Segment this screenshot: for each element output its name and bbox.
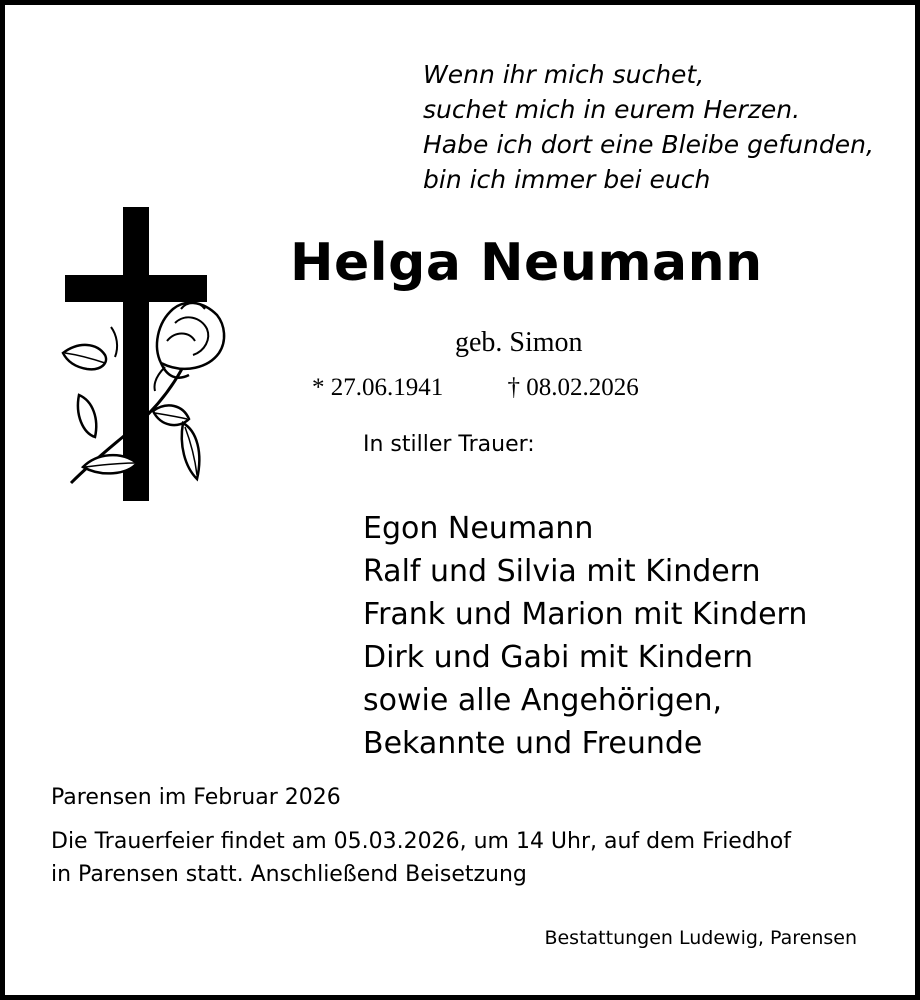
mourner-line: Egon Neumann — [363, 511, 594, 546]
poem-line: Habe ich dort eine Bleibe gefunden, — [423, 130, 874, 159]
mourner-line: Bekannte und Freunde — [363, 726, 703, 761]
funeral-notice — [51, 825, 791, 891]
maiden-name: geb. Simon — [455, 327, 583, 358]
poem-line: Wenn ihr mich suchet, — [423, 60, 705, 89]
notice-line: in Parensen statt. Anschließend Beisetzung — [51, 862, 527, 887]
undertaker: Bestattungen Ludewig, Parensen — [544, 927, 857, 949]
poem — [423, 57, 874, 197]
poem-line: bin ich immer bei euch — [423, 165, 711, 194]
mourner-line: Dirk und Gabi mit Kindern — [363, 640, 754, 675]
cross-with-rose-icon — [57, 205, 229, 505]
mourner-line: Frank und Marion mit Kindern — [363, 597, 808, 632]
mourners-list — [363, 507, 807, 765]
place-date: Parensen im Februar 2026 — [51, 785, 341, 810]
life-dates — [312, 374, 639, 402]
death-date: † 08.02.2026 — [507, 374, 639, 401]
mourning-label: In stiller Trauer: — [363, 432, 535, 457]
birth-date: * 27.06.1941 — [312, 374, 444, 401]
mourner-line: Ralf und Silvia mit Kindern — [363, 554, 761, 589]
deceased-name: Helga Neumann — [290, 233, 763, 293]
mourner-line: sowie alle Angehörigen, — [363, 683, 723, 718]
poem-line: suchet mich in eurem Herzen. — [423, 95, 801, 124]
notice-line: Die Trauerfeier findet am 05.03.2026, um 14 Uhr, auf dem Friedhof — [51, 829, 791, 854]
